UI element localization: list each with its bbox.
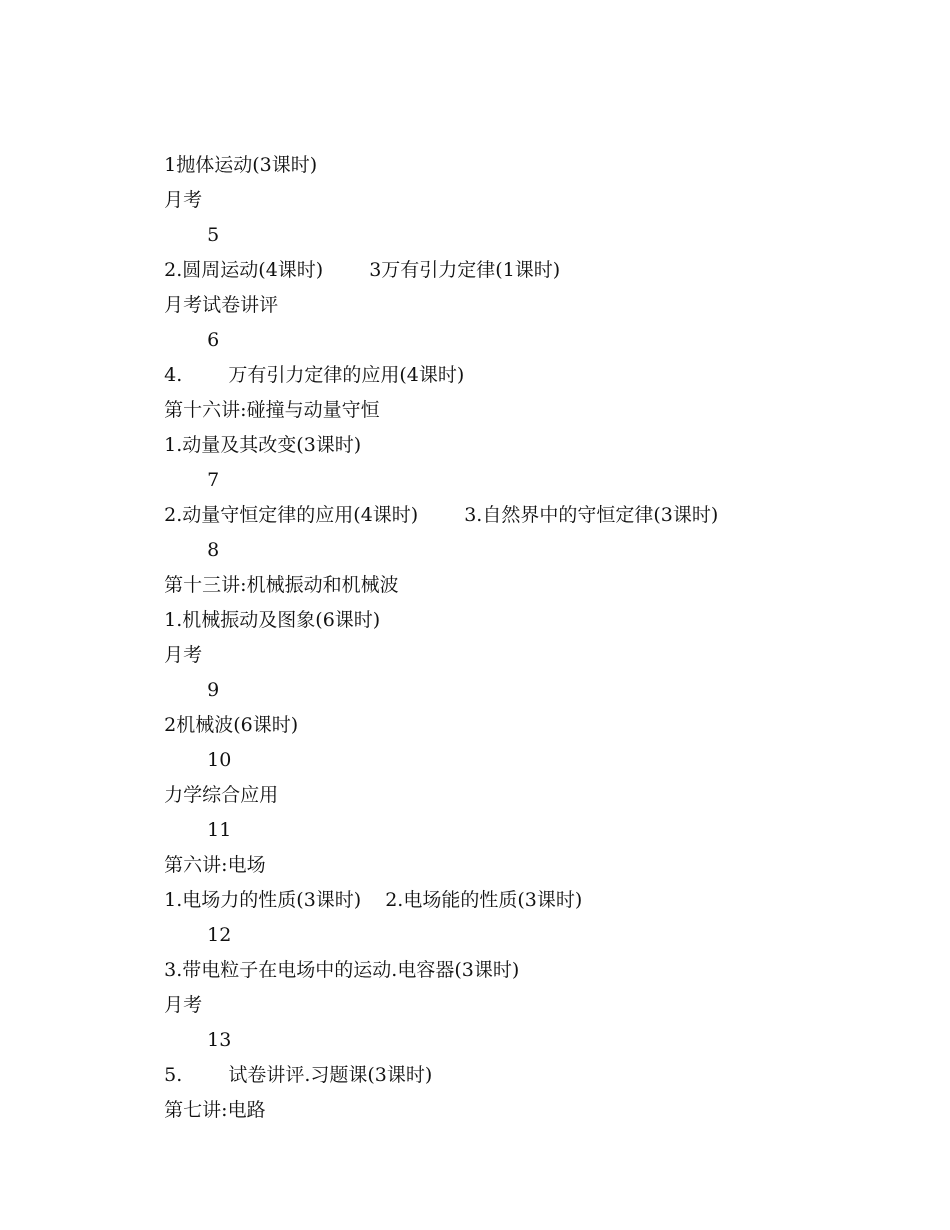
text-segment: 5 [207, 224, 220, 246]
text-segment: 第六讲:电场 [164, 854, 266, 876]
text-line [140, 533, 399, 596]
week-number [183, 638, 220, 701]
text-line [140, 1058, 266, 1121]
text-segment: 2.电场能的性质(3课时) [385, 889, 583, 911]
text-segment: 3.自然界中的守恒定律(3课时) [464, 504, 719, 526]
text-segment: 3万有引力定律(1课时) [369, 259, 561, 281]
week-number [183, 883, 232, 946]
text-segment: 10 [207, 749, 232, 771]
week-number [183, 428, 220, 491]
text-segment: 1.机械振动及图象(6课时) [164, 609, 381, 631]
text-segment: 13 [207, 1029, 232, 1051]
text-line [140, 673, 299, 736]
text-segment: 第十三讲:机械振动和机械波 [164, 574, 399, 596]
text-segment: 试卷讲评.习题课(3课时) [228, 1064, 433, 1086]
text-segment: 5. [164, 1064, 183, 1086]
text-segment: 6 [207, 329, 220, 351]
text-segment: 4. [164, 364, 183, 386]
text-segment: 月考试卷讲评 [164, 294, 279, 316]
text-line [140, 253, 279, 316]
text-segment: 1.电场力的性质(3课时) [164, 889, 362, 911]
text-segment: 第十六讲:碰撞与动量守恒 [164, 399, 380, 421]
text-segment: 2机械波(6课时) [164, 714, 299, 736]
text-line [140, 603, 203, 666]
text-segment: 7 [207, 469, 220, 491]
text-line [140, 113, 318, 176]
text-segment: 1.动量及其改变(3课时) [164, 434, 362, 456]
text-segment: 月考 [164, 994, 203, 1016]
week-number [183, 288, 220, 351]
text-line [140, 568, 381, 631]
text-segment: 12 [207, 924, 232, 946]
text-line [140, 813, 266, 876]
text-segment: 3.带电粒子在电场中的运动.电容器(3课时) [164, 959, 520, 981]
text-line [140, 918, 520, 981]
text-line [140, 1023, 433, 1086]
text-line [140, 358, 380, 421]
week-number [183, 708, 232, 771]
text-line [140, 218, 561, 281]
text-line [140, 743, 279, 806]
week-number [183, 498, 220, 561]
text-segment: 11 [207, 819, 232, 841]
week-number [183, 778, 232, 841]
text-line [140, 463, 719, 526]
week-number [183, 183, 220, 246]
text-line [140, 148, 203, 211]
text-segment: 8 [207, 539, 220, 561]
text-segment: 第七讲:电路 [164, 1099, 266, 1121]
text-line [140, 848, 583, 911]
text-line [140, 323, 465, 386]
text-segment: 2.动量守恒定律的应用(4课时) [164, 504, 419, 526]
text-segment: 1抛体运动(3课时) [164, 154, 318, 176]
text-segment: 月考 [164, 189, 203, 211]
text-segment: 力学综合应用 [164, 784, 279, 806]
text-segment: 月考 [164, 644, 203, 666]
text-line [140, 393, 362, 456]
text-segment: 万有引力定律的应用(4课时) [228, 364, 465, 386]
text-line [140, 953, 203, 1016]
text-segment: 2.圆周运动(4课时) [164, 259, 324, 281]
week-number [183, 988, 232, 1051]
text-segment: 9 [207, 679, 220, 701]
